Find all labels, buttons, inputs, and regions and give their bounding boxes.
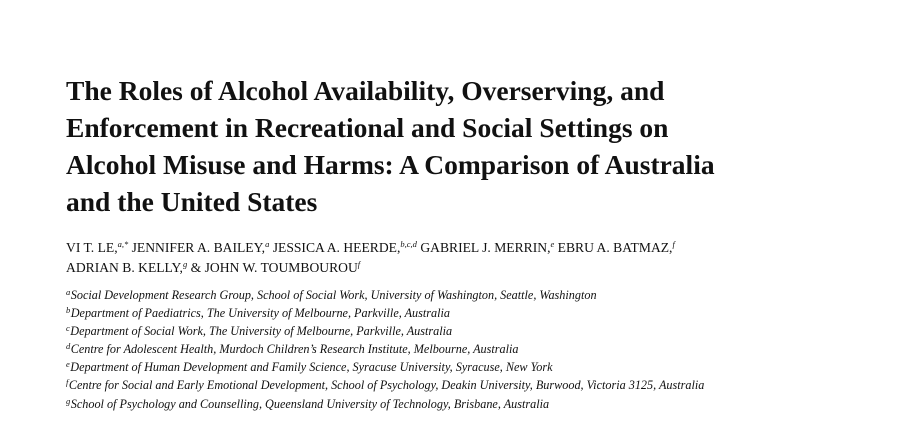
author-line-1 [66,238,886,258]
affiliation-text: Centre for Adolescent Health, Murdoch Children’s Research Institute, Melbourne, Australia [70,342,519,357]
author-name: JENNIFER A. BAILEY, [131,240,266,255]
affiliation-item [66,322,906,340]
author-name: EBRU A. BATMAZ, [557,240,673,255]
affiliation-item [66,358,906,376]
affiliation-text: Centre for Social and Early Emotional Development, School of Psychology, Deakin University, Burwood, Victoria 3125, Australia [68,378,705,393]
affiliation-item [66,340,906,358]
affiliation-item [66,304,906,322]
affiliation-mark: b [66,305,71,316]
author-affiliation-mark: e [550,239,555,249]
author-name: & JOHN W. TOUMBOUROU [190,260,358,275]
affiliation-mark: d [66,341,71,352]
author-line-2 [66,258,886,278]
affiliation-text: Department of Human Development and Family Science, Syracuse University, Syracuse, New York [70,360,553,375]
author-affiliation-mark: a,* [117,239,129,249]
affiliation-item [66,286,906,304]
title-line-2: Enforcement in Recreational and Social Settings on [66,112,669,143]
affiliation-list [66,286,906,413]
author-name: VI T. LE, [66,240,118,255]
affiliation-mark: g [66,395,71,406]
author-list [66,238,886,278]
affiliation-item [66,376,906,394]
paper-title [66,72,866,220]
affiliation-mark: a [66,287,71,297]
author-affiliation-mark: g [182,259,188,269]
author-affiliation-mark: a [265,239,270,249]
title-line-4: and the United States [66,186,318,217]
affiliation-mark: f [66,377,69,388]
affiliation-text: School of Psychology and Counselling, Queensland University of Technology, Brisbane, Australia [70,396,550,411]
author-affiliation-mark: b,c,d [400,239,417,249]
title-line-1: The Roles of Alcohol Availability, Overserving, and [66,75,665,106]
author-affiliation-mark: f [357,259,361,269]
author-name: ADRIAN B. KELLY, [66,260,183,275]
author-affiliation-mark: f [672,239,675,249]
author-name: GABRIEL J. MERRIN, [420,240,551,255]
affiliation-mark: c [66,323,70,334]
affiliation-text: Department of Paediatrics, The University of Melbourne, Parkville, Australia [70,306,450,321]
affiliation-item [66,395,906,413]
affiliation-mark: e [66,359,70,370]
author-name: JESSICA A. HEERDE, [272,240,401,255]
affiliation-text: Social Development Research Group, School of Social Work, University of Washington, Seattle, Washington [70,288,597,302]
title-line-3: Alcohol Misuse and Harms: A Comparison of Australia [66,149,715,180]
affiliation-text: Department of Social Work, The University of Melbourne, Parkville, Australia [70,324,453,339]
